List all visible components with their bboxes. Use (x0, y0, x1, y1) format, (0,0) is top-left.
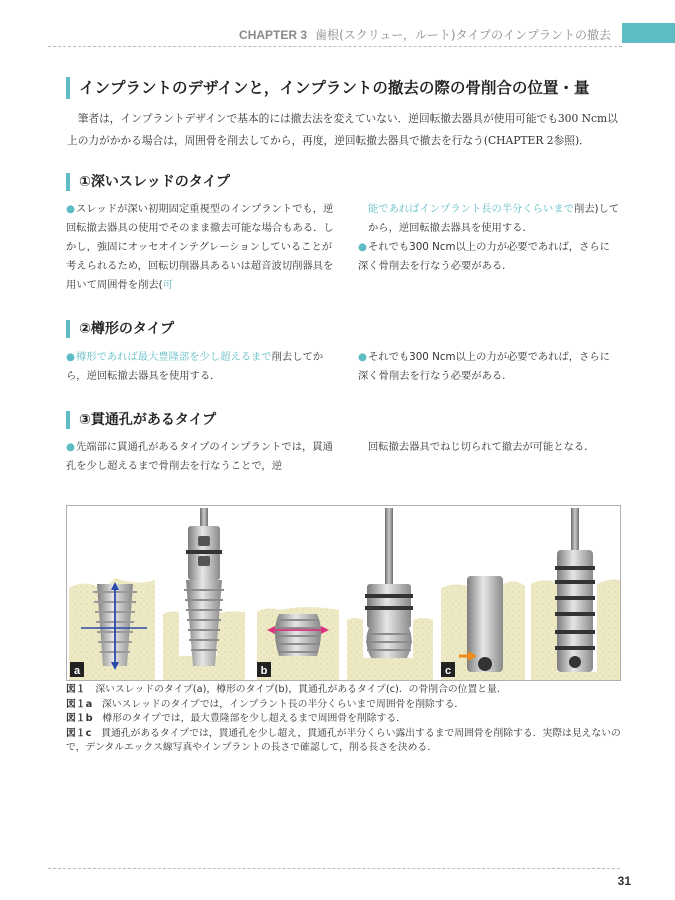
section3-left-column (66, 438, 338, 476)
panel-label-a: a (73, 665, 81, 677)
caption-line (66, 727, 626, 756)
caption-text: 樽形のタイプでは，最大豊隆部を少し超えるまで周囲骨を削除する． (102, 713, 406, 724)
implant-removal-figure (66, 505, 621, 681)
panel-label-b: b (260, 665, 268, 677)
section3-right-text: 回転撤去器具でねじ切られて撤去が可能となる． (368, 441, 595, 453)
section-title-barrel: ②樽形のタイプ (66, 320, 174, 338)
caption-text: 貫通孔があるタイプでは，貫通孔を少し超え，貫通孔が半分くらい露出するまで周囲骨を削除する．実際は見えないので，デンタルエックス線写真やインプラントの長さで確認して，削る長さを決める． (66, 727, 621, 753)
section-title-through-hole: ③貫通孔があるタイプ (66, 411, 216, 429)
section1-right-text-2: それでも300 Ncm以上の力が必要であれば，さらに深く骨削去を行なう必要がある． (358, 241, 610, 272)
intro-paragraph: 筆者は，インプラントデザインで基本的には撤去法を変えていない．逆回転撤去器具が使用可能でも300 Ncm以上の力がかかる場合は，周囲骨を削去してから，再度，逆回転撤去器具で撤去を行なう(CHAPTER 2参照)． (67, 112, 618, 147)
section1-right-text: 削去)してから，逆回転撤去器具を使用する． (368, 203, 620, 234)
page-number: 31 (617, 874, 631, 888)
header-divider (48, 46, 622, 47)
panel-b-removal-tool (347, 508, 433, 680)
caption-label: 図１ (66, 684, 86, 695)
page-title: インプラントのデザインと，インプラントの撤去の際の骨削合の位置・量 (66, 77, 589, 99)
section3-right-column (358, 438, 620, 457)
section1-right-highlight: 能であればインプラント長の半分くらいまで (368, 203, 574, 215)
bullet-icon: ● (358, 351, 367, 363)
chapter-label: CHAPTER 3 (239, 28, 308, 42)
caption-line (66, 712, 626, 727)
footer-divider (48, 868, 620, 869)
chapter-title: 歯根(スクリュー，ルート)タイプのインプラントの撤去 (315, 28, 611, 42)
bullet-icon: ● (358, 241, 367, 253)
section2-right-column (358, 348, 620, 386)
panel-a-removal-tool (163, 508, 245, 680)
bullet-icon: ● (66, 441, 75, 453)
caption-label: 図１c (66, 727, 92, 739)
section2-left-highlight: 樽形であれば最大豊隆部を少し超えるまで (76, 351, 272, 363)
panel-label-c: c (444, 665, 452, 677)
caption-text: 深いスレッドのタイプでは，インプラント長の半分くらいまで周囲骨を削除する． (102, 698, 465, 710)
section1-left-text: スレッドが深い初期固定重視型のインプラントでも，逆回転撤去器具の使用でそのまま撤去可能な場合もある．しかし，強固にオッセオインテグレーションしていることが考えられるため，回転切削器具あるいは超音波切削器具を用いて周囲骨を削去( (66, 203, 334, 291)
running-header (239, 26, 611, 43)
caption-label: 図１b (66, 713, 93, 724)
panel-c-removal-tool (531, 508, 620, 680)
caption-text: 深いスレッドのタイプ(a)，樽形のタイプ(b)，貫通孔があるタイプ(c)．の骨削合の位置と量． (95, 684, 507, 695)
section2-right-text: それでも300 Ncm以上の力が必要であれば，さらに深く骨削去を行なう必要がある． (358, 351, 610, 382)
implant-illustration (67, 506, 620, 680)
caption-line (66, 683, 626, 698)
section2-left-text: 削去してから，逆回転撤去器具を使用する． (66, 351, 324, 382)
section3-left-text: 先端部に貫通孔があるタイプのインプラントでは，貫通孔を少し超えるまで骨削去を行なうことで，逆 (66, 441, 333, 472)
section2-left-column (66, 348, 338, 386)
section1-right-column (358, 200, 620, 276)
section-title-deep-thread: ①深いスレッドのタイプ (66, 173, 230, 191)
bullet-icon: ● (66, 203, 75, 215)
caption-line (66, 698, 626, 713)
figure-caption (66, 683, 626, 756)
caption-label: 図１a (66, 698, 93, 710)
section1-left-column (66, 200, 338, 295)
section1-left-highlight: 可 (162, 279, 173, 291)
bullet-icon: ● (66, 351, 75, 363)
chapter-tab (622, 23, 675, 43)
